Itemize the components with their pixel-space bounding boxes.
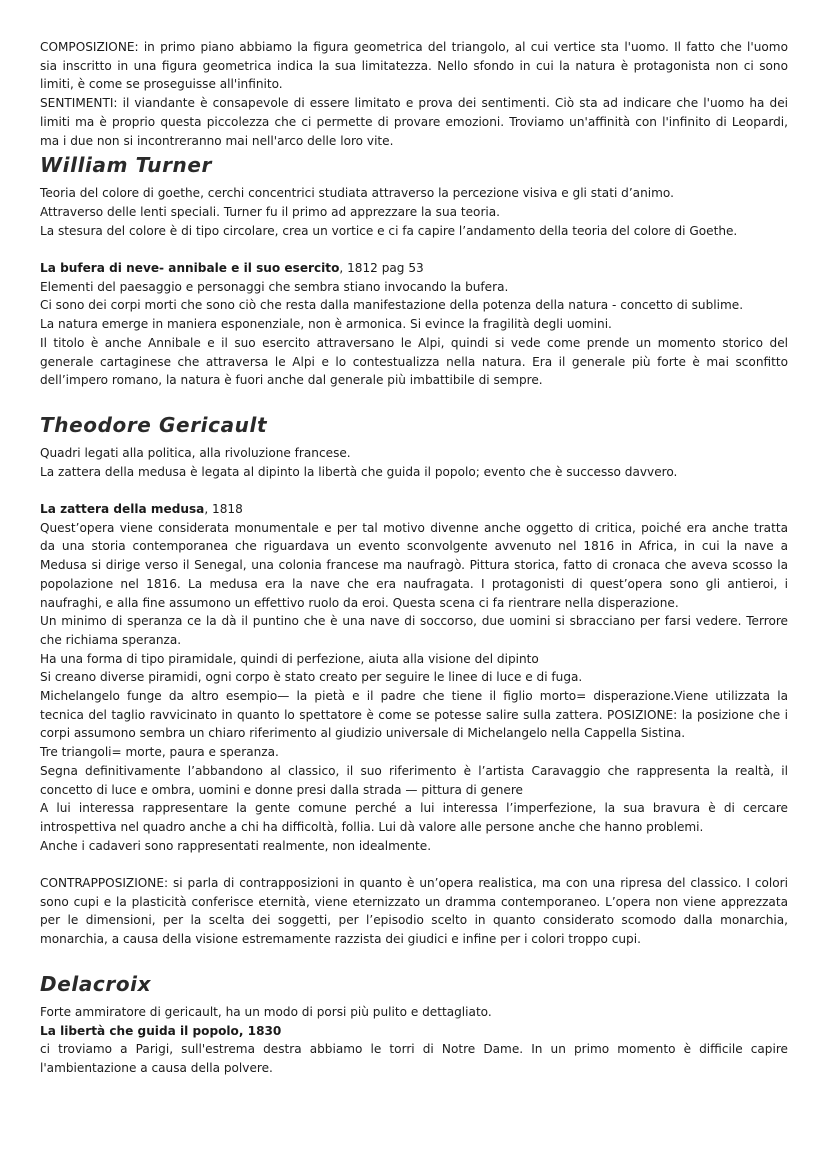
text-line: Il titolo è anche Annibale e il suo esercito attraversano le Alpi, quindi si vede come prende un momento storico del — [40, 335, 788, 350]
text-line: naufraghi, e alla fine assumono un effettivo ruolo da eroi. Questa scena ci fa rientrare nella disperazione. — [40, 595, 679, 610]
text-line: Medusa si dirige verso il Senegal, una colonia francese ma naufragò. Pittura storica, fatto di cronaca che aveva scosso la — [40, 558, 788, 573]
sentimenti-paragraph — [40, 94, 788, 150]
text-line: Ci sono dei corpi morti che sono ciò che resta dalla manifestazione della potenza della natura - concetto di sublime. — [40, 298, 744, 313]
text-line: generale cartaginese che attraversa le Alpi e lo contestualizza nella natura. Era il generale più forte è mai sconfitto — [40, 354, 788, 369]
text-line: tecnica del taglio ravvicinato in quanto lo spettatore è come se potesse salire sulla zattera. POSIZIONE: la posizione che i — [40, 707, 788, 722]
text-line: ma i due non si incontreranno mai nell'arco delle loro vite. — [40, 133, 394, 148]
text-line: introspettiva nel quadro anche a chi ha difficoltà, follia. Lui dà valore alle persone anche che hanno problemi. — [40, 819, 704, 834]
text-line: sono cupi e la plasticità conferisce eternità, viene eternizzato un dramma contemporaneo. L’opera non viene apprezzata — [40, 894, 788, 909]
work-title: La libertà che guida il popolo, 1830 — [40, 1023, 282, 1038]
heading-delacroix: Delacroix — [40, 971, 152, 996]
composizione-paragraph — [40, 38, 788, 94]
gericault-work-heading — [40, 500, 788, 519]
heading-william-turner: William Turner — [40, 153, 213, 178]
work-title: La zattera della medusa — [40, 502, 205, 517]
text-line: Anche i cadaveri sono rappresentati realmente, non idealmente. — [40, 838, 432, 853]
text-line: La zattera della medusa è legata al dipinto la libertà che guida il popolo; evento che è successo davvero. — [40, 464, 678, 479]
delacroix-work-text — [40, 1040, 788, 1077]
text-line: A lui interessa rappresentare la gente comune perché a lui interessa l’imperfezione, la sua bravura è di cercare — [40, 801, 788, 816]
text-line: sia inscritto in una figura geometrica indica la sua limitatezza. Nello sfondo in cui la natura è protagonista non ci sono — [40, 58, 788, 73]
text-line: Elementi del paesaggio e personaggi che sembra stiano invocando la bufera. — [40, 279, 509, 294]
text-line: Segna definitivamente l’abbandono al classico, il suo riferimento è l’artista Caravaggio che rappresenta la realtà, il — [40, 763, 788, 778]
text-line: Quest’opera viene considerata monumentale e per tal motivo divenne anche oggetto di critica, poiché era anche tratta — [40, 520, 788, 535]
text-line: monarchia, a causa della visione estremamente razzista dei giudici e infine per i colori troppo cupi. — [40, 932, 641, 947]
contrapposizione-paragraph — [40, 874, 788, 949]
work-meta: , 1812 pag 53 — [339, 261, 424, 276]
text-line: l'ambientazione a causa della polvere. — [40, 1061, 273, 1075]
text-line: dell’impero romano, la natura è fuori anche dal generale più imbattibile di sempre. — [40, 373, 543, 388]
text-line: corpi assumono sembra un chiaro riferimento al giudizio universale di Michelangelo nella Cappella Sistina. — [40, 726, 686, 741]
text-line: limiti ma è proprio questa piccolezza che ci permette di provare emozioni. Troviamo un'affinità con l'infinito di Leopardi, — [40, 114, 788, 129]
text-line: Teoria del colore di goethe, cerchi concentrici studiata attraverso la percezione visiva e gli stati d’animo. — [40, 186, 674, 201]
delacroix-work-heading — [40, 1022, 788, 1041]
gericault-work-text — [40, 519, 788, 856]
text-line: Tre triangoli= morte, paura e speranza. — [40, 745, 279, 760]
text-line: COMPOSIZIONE: in primo piano abbiamo la figura geometrica del triangolo, al cui vertice sta l'uomo. Il fatto che l'uomo — [40, 40, 788, 54]
text-line: ci troviamo a Parigi, sull'estrema destra abbiamo le torri di Notre Dame. In un primo momento è difficile capire — [40, 1042, 788, 1057]
text-line: SENTIMENTI: il viandante è consapevole di essere limitato e prova dei sentimenti. Ciò sta ad indicare che l'uomo ha dei — [40, 96, 788, 111]
gericault-paragraph — [40, 444, 788, 481]
text-line: da una storia contemporanea che riguardava un evento sconvolgente avvenuto nel 1816 in Africa, in cui la nave a — [40, 539, 788, 554]
text-line: Michelangelo funge da altro esempio— la pietà e il padre che tiene il figlio morto= disperazione.Viene utilizzata la — [40, 689, 788, 704]
text-line: Attraverso delle lenti speciali. Turner fu il primo ad apprezzare la sua teoria. — [40, 204, 501, 219]
turner-work-text — [40, 278, 788, 390]
text-line: La natura emerge in maniera esponenziale, non è armonica. Si evince la fragilità degli uomini. — [40, 317, 612, 332]
turner-work-heading — [40, 259, 788, 278]
text-line: Ha una forma di tipo piramidale, quindi di perfezione, aiuta alla visione del dipinto — [40, 651, 539, 666]
text-line: CONTRAPPOSIZIONE: si parla di contrapposizioni in quanto è un’opera realistica, ma con una ripresa del classico. I colori — [40, 876, 788, 891]
text-line: La stesura del colore è di tipo circolare, crea un vortice e ci fa capire l’andamento della teoria del colore di Goethe. — [40, 223, 738, 238]
text-line: che richiama speranza. — [40, 632, 182, 647]
text-line: per le dimensioni, per la scelta dei soggetti, per l’episodio scelto in quanto considerato scomodo dalla monarchia, — [40, 913, 788, 928]
work-meta: , 1818 — [204, 502, 243, 517]
work-title: La bufera di neve- annibale e il suo esercito — [40, 261, 340, 276]
turner-paragraph — [40, 184, 788, 240]
text-line: Forte ammiratore di gericault, ha un modo di porsi più pulito e dettagliato. — [40, 1004, 492, 1019]
text-line: concetto di luce e ombra, uomini e donne presi dalla strada — pittura di genere — [40, 782, 523, 797]
text-line: limiti, è come se proseguisse all'infinito. — [40, 77, 283, 92]
text-line: popolazione nel 1816. La medusa era la nave che era naufragata. I protagonisti di quest’opera sono gli antieroi, i — [40, 576, 788, 591]
text-line: Quadri legati alla politica, alla rivoluzione francese. — [40, 445, 351, 460]
text-line: Un minimo di speranza ce la dà il puntino che è una nave di soccorso, due uomini si sbracciano per farsi vedere. Terrore — [40, 614, 788, 629]
heading-theodore-gericault: Theodore Gericault — [40, 412, 268, 437]
text-line: Si creano diverse piramidi, ogni corpo è stato creato per seguire le linee di luce e di fuga. — [40, 670, 583, 685]
